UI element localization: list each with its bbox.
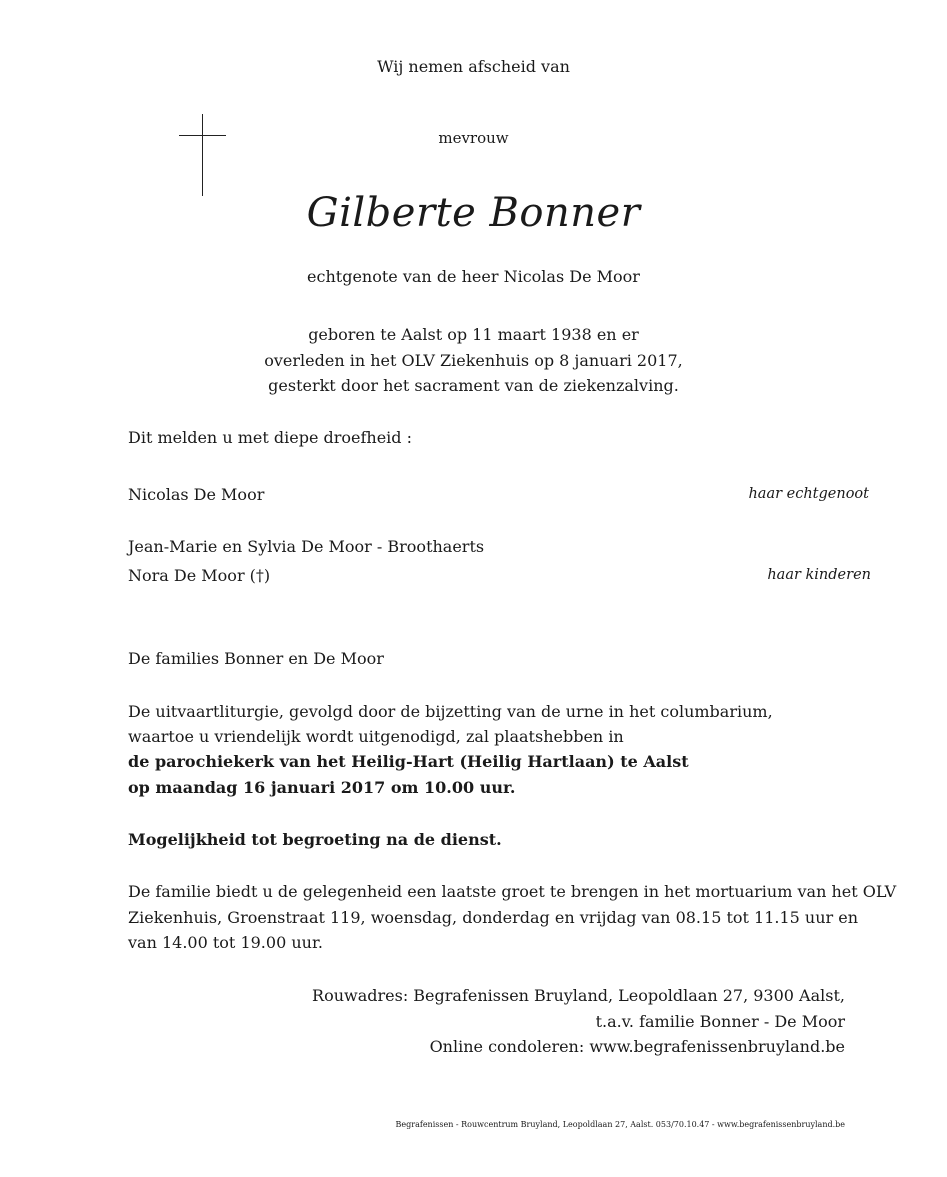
mortuarium-line-1: De familie biedt u de gelegenheid een laatste groet te brengen in het mortuarium van het OLV xyxy=(128,882,897,901)
birth-death-line-2: overleden in het OLV Ziekenhuis op 8 januari 2017, xyxy=(264,351,683,370)
ceremony-datetime: op maandag 16 januari 2017 om 10.00 uur. xyxy=(128,778,516,797)
spouse-name: Nicolas De Moor xyxy=(128,485,265,504)
cross-icon xyxy=(202,114,203,196)
children-role: haar kinderen xyxy=(767,567,871,583)
mortuarium-line-2: Ziekenhuis, Groenstraat 119, woensdag, donderdag en vrijdag van 08.15 tot 11.15 uur en xyxy=(128,908,859,927)
ceremony-line-2: waartoe u vriendelijk wordt uitgenodigd, zal plaatshebben in xyxy=(128,727,624,746)
intro-text: Wij nemen afscheid van xyxy=(377,57,570,76)
child-1: Jean-Marie en Sylvia De Moor - Broothaerts xyxy=(128,537,485,556)
contact-address: Rouwadres: Begrafenissen Bruyland, Leopoldlaan 27, 9300 Aalst, xyxy=(312,986,845,1005)
families: De families Bonner en De Moor xyxy=(128,649,384,668)
birth-death-line-3: gesterkt door het sacrament van de ziekenzalving. xyxy=(268,376,679,395)
birth-death-line-1: geboren te Aalst op 11 maart 1938 en er xyxy=(308,325,639,344)
announcement: Dit melden u met diepe droefheid : xyxy=(128,428,413,447)
ceremony-location: de parochiekerk van het Heilig-Hart (Heilig Hartlaan) te Aalst xyxy=(128,752,689,771)
spouse-role: haar echtgenoot xyxy=(748,486,869,502)
mortuarium-line-3: van 14.00 tot 19.00 uur. xyxy=(128,933,323,952)
footer-text: Begrafenissen - Rouwcentrum Bruyland, Leopoldlaan 27, Aalst. 053/70.10.47 - www.begrafenissenbruyland.be xyxy=(395,1120,845,1129)
spouse-line: echtgenote van de heer Nicolas De Moor xyxy=(307,267,640,286)
contact-attention: t.a.v. familie Bonner - De Moor xyxy=(595,1012,845,1031)
title-prefix: mevrouw xyxy=(438,129,509,147)
deceased-name: Gilberte Bonner xyxy=(306,190,641,236)
ceremony-line-1: De uitvaartliturgie, gevolgd door de bijzetting van de urne in het columbarium, xyxy=(128,702,773,721)
greeting-note: Mogelijkheid tot begroeting na de dienst. xyxy=(128,830,502,849)
child-2: Nora De Moor (†) xyxy=(128,566,271,585)
contact-online[interactable]: Online condoleren: www.begrafenissenbruyland.be xyxy=(429,1037,845,1056)
